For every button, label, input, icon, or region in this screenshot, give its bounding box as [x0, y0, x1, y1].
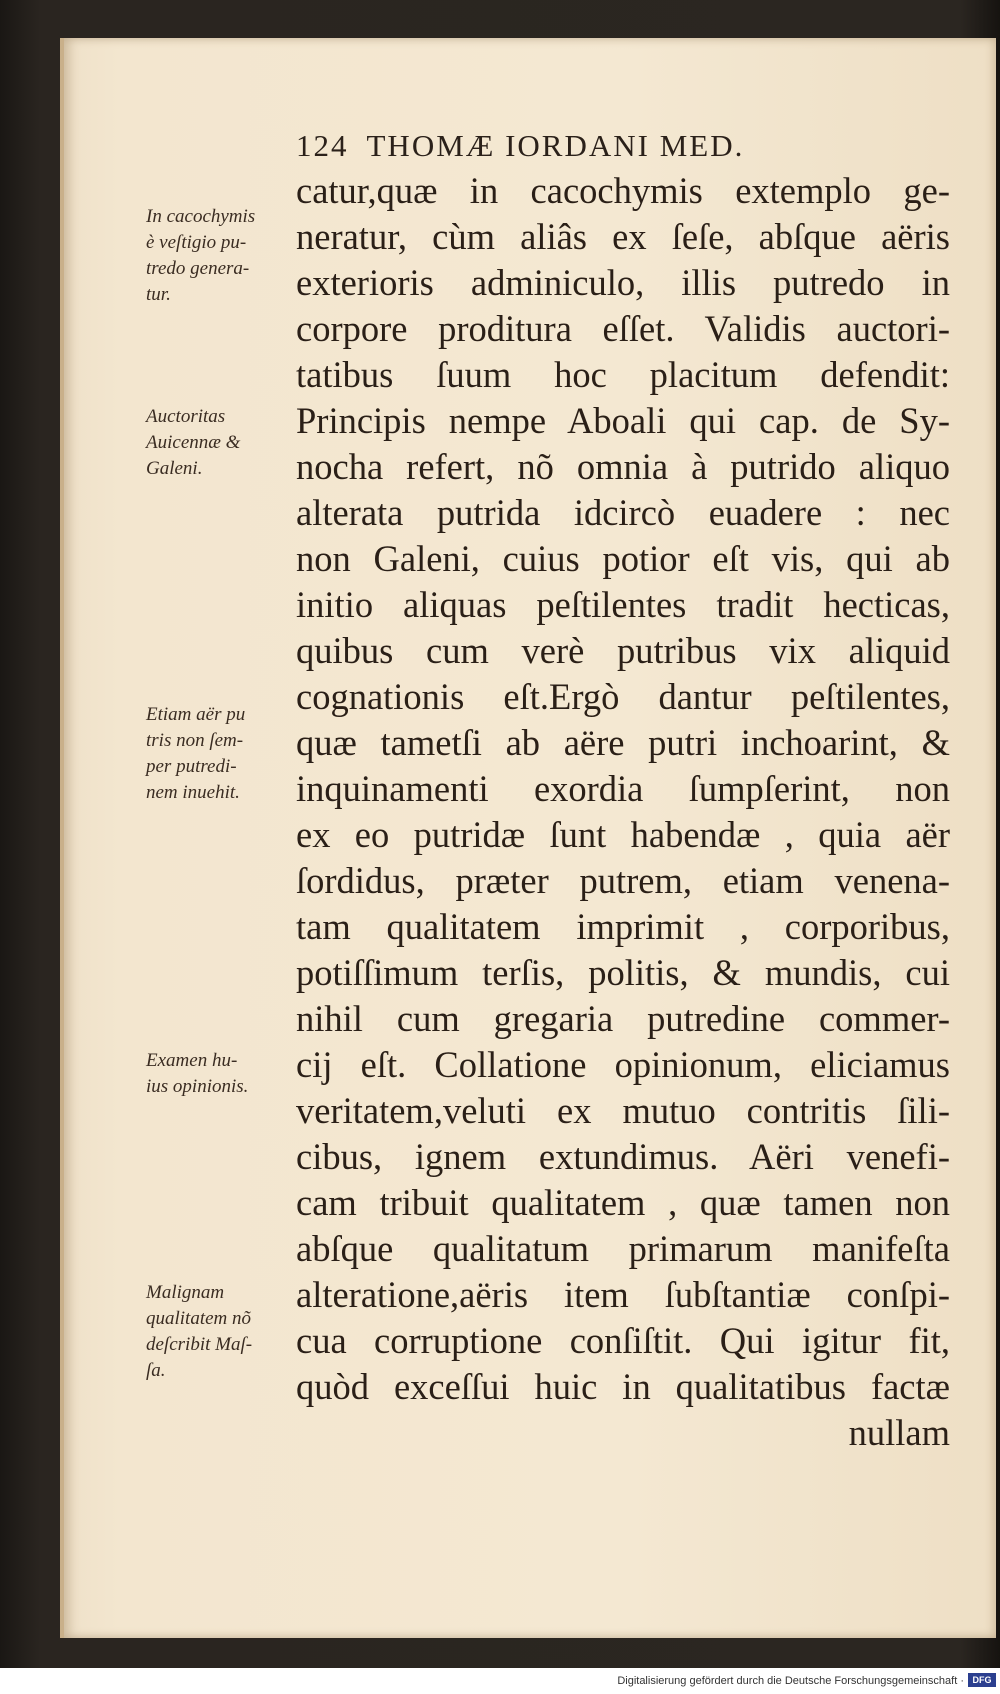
text-line: nihil cum gregaria putredine commer-: [296, 998, 950, 1039]
footer-bar: [0, 1668, 1000, 1694]
margin-note-line: deſcribit Maſ-: [146, 1334, 253, 1355]
margin-note-line: è veſtigio pu-: [146, 232, 247, 253]
margin-note-line: Auicennæ &: [146, 432, 241, 453]
text-line: potiſſimum terſis, politis, & mundis, cui: [296, 952, 950, 993]
catchword: nullam: [848, 1412, 950, 1453]
margin-note-aer: [146, 702, 288, 806]
dfg-logo: DFG: [968, 1673, 996, 1687]
text-line: cij eſt. Collatione opinionum, eliciamus: [296, 1044, 950, 1085]
margin-note-line: Galeni.: [146, 458, 203, 479]
text-line: nocha refert, nõ omnia à putrido aliquo: [296, 446, 950, 487]
margin-note-auctoritas: [146, 404, 288, 482]
text-line: tam qualitatem imprimit , corporibus,: [296, 906, 950, 947]
margin-note-line: Malignam: [146, 1282, 225, 1303]
text-line: non Galeni, cuius potior eſt vis, qui ab: [296, 538, 950, 579]
body-text: [296, 168, 950, 1456]
text-line: ſordidus, præter putrem, etiam venena-: [296, 860, 950, 901]
text-line: initio aliquas peſtilentes tradit hecticas,: [296, 584, 950, 625]
page-number: 124: [296, 128, 349, 163]
margin-note-line: Examen hu-: [146, 1050, 238, 1071]
text-line: cam tribuit qualitatem , quæ tamen non: [296, 1182, 950, 1223]
text-line: cognationis eſt.Ergò dantur peſtilentes,: [296, 676, 950, 717]
text-line: Principis nempe Aboali qui cap. de Sy-: [296, 400, 950, 441]
funding-notice: Digitalisierung gefördert durch die Deutsche Forschungsgemeinschaft ·: [617, 1675, 964, 1687]
text-line: cibus, ignem extundimus. Aëri venefi-: [296, 1136, 950, 1177]
margin-note-line: tris non ſem-: [146, 730, 244, 751]
margin-note-line: tredo genera-: [146, 258, 250, 279]
text-line: inquinamenti exordia ſumpſerint, non: [296, 768, 950, 809]
text-line: quæ tametſi ab aëre putri inchoarint, &: [296, 722, 950, 763]
margin-note-cacochymis: [146, 204, 288, 308]
text-line: quibus cum verè putribus vix aliquid: [296, 630, 950, 671]
text-line: quòd exceſſui huic in qualitatibus factæ: [296, 1366, 950, 1407]
margin-note-line: Etiam aër pu: [146, 704, 246, 725]
margin-note-line: tur.: [146, 284, 171, 305]
text-line: ex eo putridæ ſunt habendæ , quia aër: [296, 814, 950, 855]
margin-note-line: qualitatem nõ: [146, 1308, 252, 1329]
text-line: tatibus ſuum hoc placitum defendit:: [296, 354, 950, 395]
text-line: alterata putrida idcircò euadere : nec: [296, 492, 950, 533]
text-line: alteratione,aëris item ſubſtantiæ conſpi-: [296, 1274, 950, 1315]
text-line: cua corruptione conſiſtit. Qui igitur fit,: [296, 1320, 950, 1361]
text-line: exterioris adminiculo, illis putredo in: [296, 262, 950, 303]
margin-note-malignam: [146, 1280, 288, 1384]
margin-note-line: In cacochymis: [146, 206, 256, 227]
margin-note-line: ius opinionis.: [146, 1076, 249, 1097]
margin-note-examen: [146, 1048, 288, 1100]
text-line: neratur, cùm aliâs ex ſeſe, abſque aëris: [296, 216, 950, 257]
margin-note-line: Auctoritas: [146, 406, 226, 427]
text-line: veritatem,veluti ex mutuo contritis ſili-: [296, 1090, 950, 1131]
margin-note-line: ſa.: [146, 1360, 166, 1381]
text-line: corpore proditura eſſet. Validis auctori-: [296, 308, 950, 349]
margin-note-line: nem inuehit.: [146, 782, 240, 803]
text-line: catur,quæ in cacochymis extemplo ge-: [296, 170, 950, 211]
text-line: abſque qualitatum primarum manifeſta: [296, 1228, 950, 1269]
margin-note-line: per putredi-: [146, 756, 237, 777]
running-title: THOMÆ IORDANI MED.: [366, 128, 745, 163]
running-head: [296, 128, 936, 164]
